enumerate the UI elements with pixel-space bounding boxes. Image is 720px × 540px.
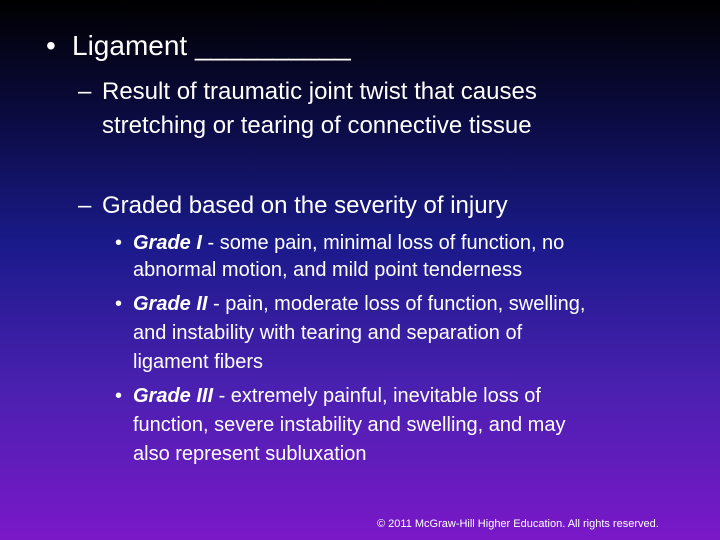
grade-name: Grade II: [133, 293, 208, 315]
dash-icon: –: [78, 192, 92, 219]
grade-line: [115, 232, 564, 255]
grade-text: also represent subluxation: [133, 443, 367, 465]
heading: [46, 30, 351, 62]
point-text: stretching or tearing of connective tissue: [102, 112, 532, 139]
point-line: [78, 78, 537, 106]
grade-name: Grade I: [133, 232, 202, 254]
bullet-icon: •: [115, 232, 123, 254]
point-text: Result of traumatic joint twist that causes: [102, 78, 537, 105]
grade-text: - extremely painful, inevitable loss of: [213, 385, 541, 407]
point-line: [102, 112, 532, 140]
grade-text: abnormal motion, and mild point tenderness: [133, 259, 523, 281]
grade-line: [133, 443, 366, 466]
grade-line: [133, 259, 522, 282]
grade-line: [133, 322, 522, 345]
grade-text: function, severe instability and swelling, and may: [133, 414, 566, 436]
bullet-icon: •: [115, 385, 123, 407]
grade-text: - pain, moderate loss of function, swelling,: [207, 293, 586, 315]
grade-text: - some pain, minimal loss of function, no: [201, 232, 565, 254]
grade-line: [133, 414, 565, 437]
grade-name: Grade III: [133, 385, 214, 407]
grade-text: and instability with tearing and separation of: [133, 322, 523, 344]
copyright-footer: © 2011 McGraw-Hill Higher Education. All rights reserved.: [377, 518, 659, 530]
bullet-icon: •: [46, 30, 56, 61]
dash-icon: –: [78, 78, 92, 105]
grade-line: [115, 293, 585, 316]
point-text: Graded based on the severity of injury: [102, 192, 508, 219]
grade-text: ligament fibers: [133, 351, 264, 373]
bullet-icon: •: [115, 293, 123, 315]
grade-line: [115, 385, 541, 408]
grade-line: [133, 351, 263, 374]
heading-text: Ligament __________: [72, 30, 351, 61]
point-line: [78, 192, 508, 220]
